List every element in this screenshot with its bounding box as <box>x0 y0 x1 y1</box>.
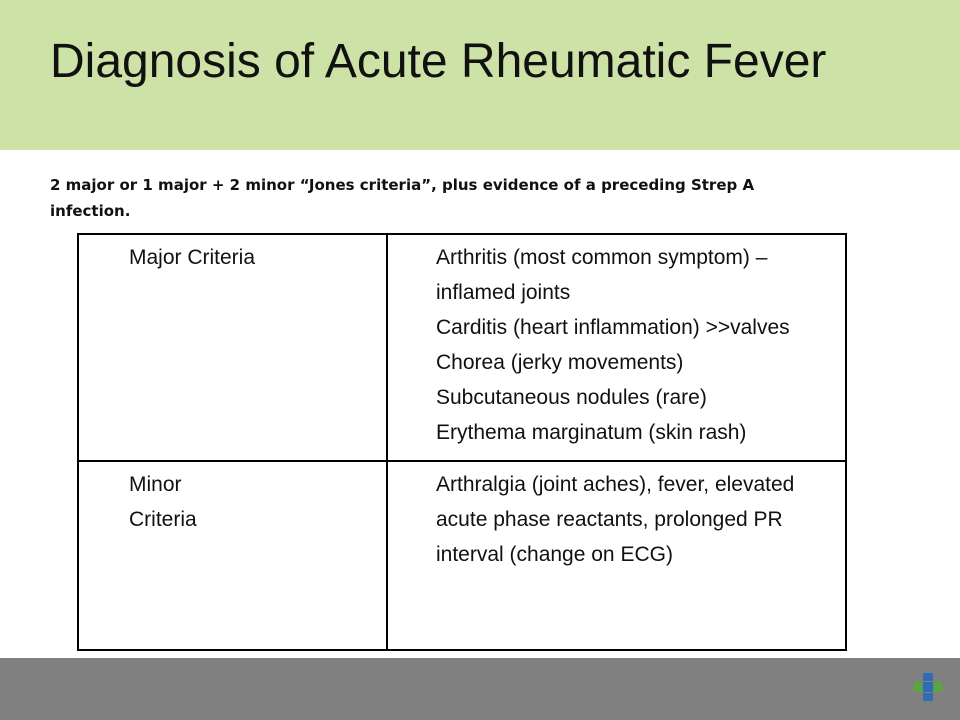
criteria-table <box>77 233 847 651</box>
minor-criteria-content-cell <box>387 461 846 650</box>
major-criteria-content-cell <box>387 234 846 461</box>
slide-subtitle: 2 major or 1 major + 2 minor “Jones criteria”, plus evidence of a preceding Strep A infection. <box>50 176 755 220</box>
minor-criteria-label-cell <box>78 461 387 650</box>
major-criteria-label: Major Criteria <box>129 246 256 269</box>
table-row-minor <box>78 461 846 650</box>
slide-title: Diagnosis of Acute Rheumatic Fever <box>50 35 827 88</box>
title-banner <box>0 0 960 150</box>
major-criteria-line: Arthritis (most common symptom) – <box>436 246 768 269</box>
major-criteria-line: Chorea (jerky movements) <box>436 351 684 374</box>
footer-bar <box>0 658 960 720</box>
major-criteria-line: Subcutaneous nodules (rare) <box>436 386 707 409</box>
cross-logo-icon <box>914 673 942 701</box>
major-criteria-line: inflamed joints <box>436 281 571 304</box>
major-criteria-line: Erythema marginatum (skin rash) <box>436 421 747 444</box>
table-row-major <box>78 234 846 461</box>
minor-criteria-content: Arthralgia (joint aches), fever, elevated acute phase reactants, prolonged PR interval (change on ECG) <box>436 473 795 566</box>
minor-criteria-label: Minor Criteria <box>129 473 197 531</box>
major-criteria-label-cell <box>78 234 387 461</box>
major-criteria-line: Carditis (heart inflammation) >>valves <box>436 316 790 339</box>
